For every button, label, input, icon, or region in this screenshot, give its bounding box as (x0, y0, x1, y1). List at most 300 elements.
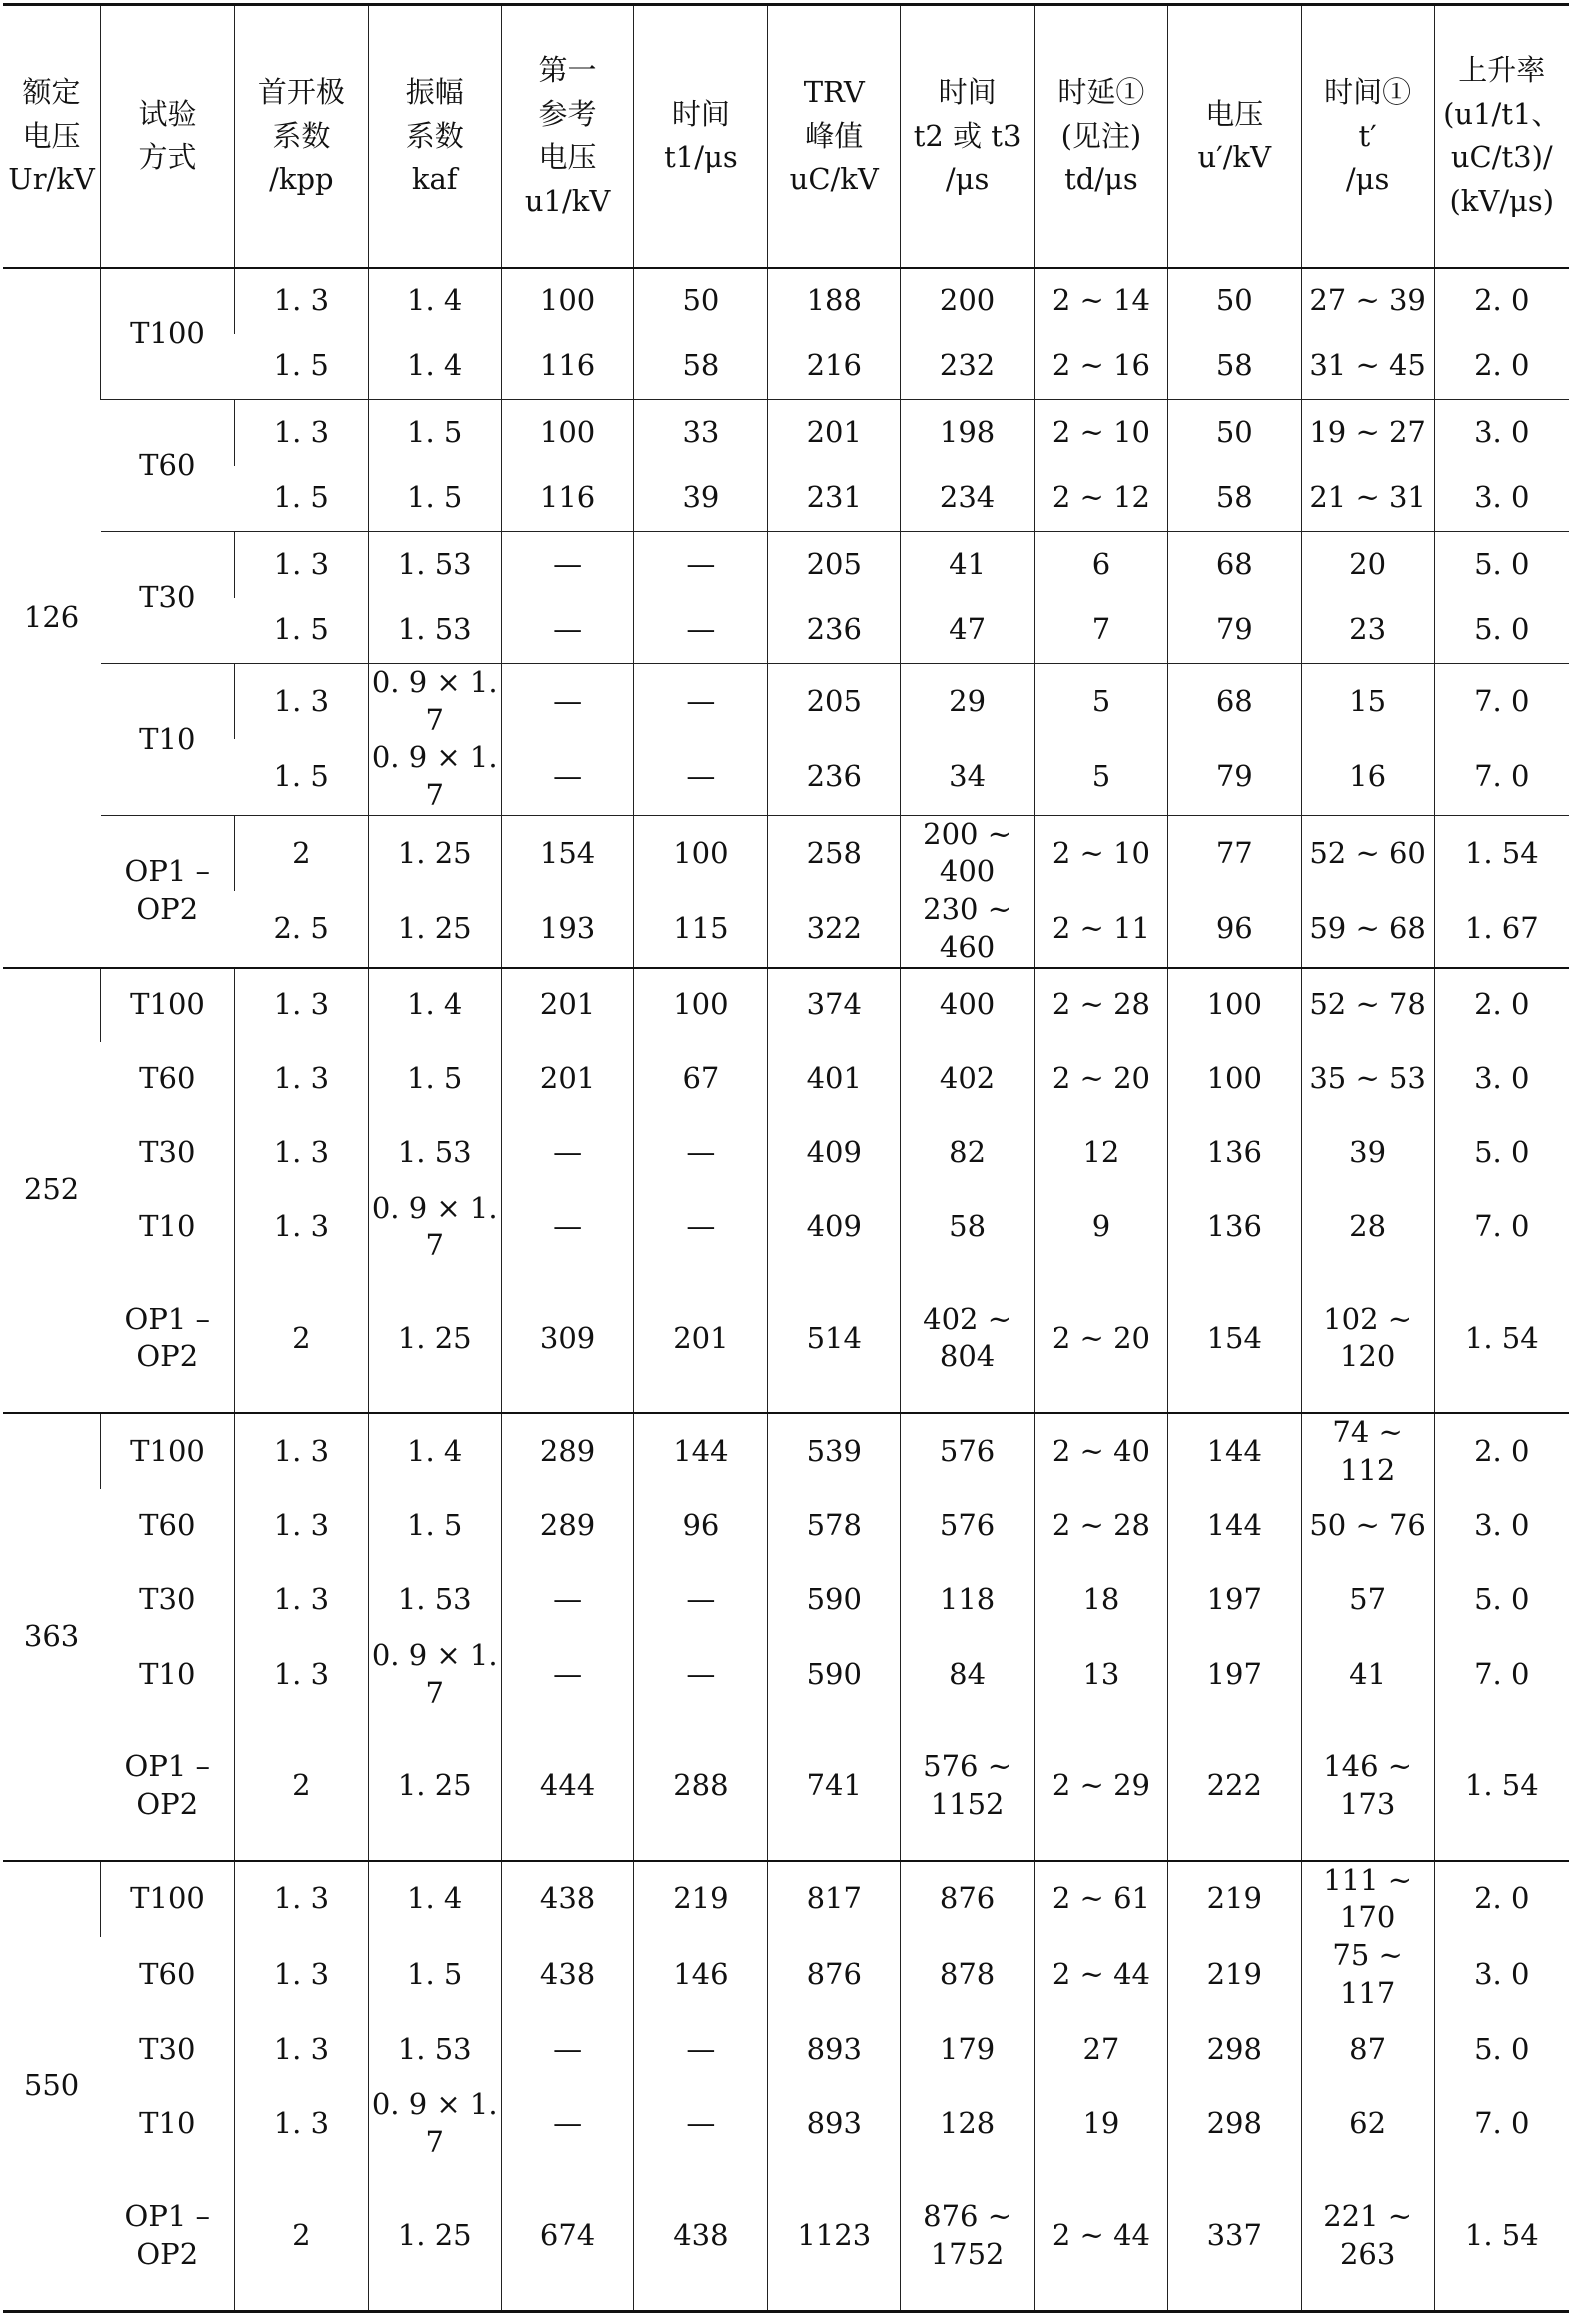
trv-peak-cell: 893 (768, 2012, 901, 2086)
first-reference-voltage-cell: 116 (501, 334, 634, 400)
voltage-u-prime-cell: 197 (1167, 1637, 1301, 1712)
voltage-u-prime-cell: 298 (1167, 2086, 1301, 2161)
amplitude-factor-cell: 1. 5 (368, 466, 501, 532)
time-t2-t3-cell: 232 (901, 334, 1035, 400)
table-row (3, 664, 1569, 740)
trv-peak-cell: 741 (768, 1713, 901, 1861)
first-reference-voltage-cell: 100 (501, 268, 634, 334)
test-mode-cell: T10 (101, 664, 235, 816)
time-t-prime-cell: 57 (1301, 1563, 1434, 1637)
time-t1-cell: 100 (634, 968, 768, 1042)
voltage-u-prime-cell: 219 (1167, 1937, 1301, 2012)
time-delay-cell: 2 ~ 11 (1035, 891, 1168, 967)
amplitude-factor-cell: 0. 9 × 1. 7 (368, 664, 501, 740)
time-t1-cell: 219 (634, 1861, 768, 1937)
rate-of-rise-cell: 3. 0 (1434, 466, 1569, 532)
rate-of-rise-cell: 2. 0 (1434, 1861, 1569, 1937)
voltage-u-prime-cell: 79 (1167, 598, 1301, 664)
amplitude-factor-cell: 1. 4 (368, 968, 501, 1042)
header-time-t-prime: 时间① t′ /μs (1301, 5, 1434, 268)
table-row (3, 400, 1569, 466)
time-delay-cell: 2 ~ 16 (1035, 334, 1168, 400)
header-time-t1: 时间 t1/μs (634, 5, 768, 268)
time-t1-cell: — (634, 532, 768, 598)
trv-peak-cell: 258 (768, 815, 901, 891)
table-row (3, 1042, 1569, 1116)
rated-voltage-cell: 363 (3, 1413, 101, 1861)
rate-of-rise-cell: 2. 0 (1434, 968, 1569, 1042)
first-pole-factor-cell: 1. 3 (234, 2086, 368, 2161)
first-reference-voltage-cell: — (501, 1563, 634, 1637)
first-reference-voltage-cell: — (501, 2086, 634, 2161)
voltage-u-prime-cell: 96 (1167, 891, 1301, 967)
rated-voltage-cell: 550 (3, 1861, 101, 2312)
time-t1-cell: 146 (634, 1937, 768, 2012)
time-t1-cell: — (634, 1563, 768, 1637)
time-t-prime-cell: 221 ~ 263 (1301, 2162, 1434, 2312)
first-pole-factor-cell: 1. 5 (234, 598, 368, 664)
table-row (3, 1637, 1569, 1712)
voltage-u-prime-cell: 298 (1167, 2012, 1301, 2086)
first-pole-factor-cell: 1. 3 (234, 1042, 368, 1116)
amplitude-factor-cell: 1. 53 (368, 598, 501, 664)
time-t2-t3-cell: 400 (901, 968, 1035, 1042)
time-t-prime-cell: 27 ~ 39 (1301, 268, 1434, 334)
trv-peak-cell: 188 (768, 268, 901, 334)
amplitude-factor-cell: 1. 5 (368, 1042, 501, 1116)
trv-peak-cell: 236 (768, 739, 901, 815)
trv-peak-cell: 590 (768, 1563, 901, 1637)
amplitude-factor-cell: 1. 25 (368, 1265, 501, 1413)
test-mode-cell: T60 (139, 1060, 196, 1095)
test-mode-cell: T10 (139, 2106, 196, 2141)
trv-peak-cell: 401 (768, 1042, 901, 1116)
table-row (3, 466, 1569, 532)
table-row (3, 2086, 1569, 2161)
first-reference-voltage-cell: 289 (501, 1489, 634, 1563)
time-t-prime-cell: 15 (1301, 664, 1434, 740)
test-mode-cell: T100 (101, 1413, 235, 1489)
voltage-u-prime-cell: 68 (1167, 532, 1301, 598)
first-pole-factor-cell: 1. 5 (234, 334, 368, 400)
time-t-prime-cell: 52 ~ 60 (1301, 815, 1434, 891)
rate-of-rise-cell: 2. 0 (1434, 268, 1569, 334)
voltage-u-prime-cell: 219 (1167, 1861, 1301, 1937)
test-mode-cell: T100 (101, 968, 235, 1042)
rate-of-rise-cell: 5. 0 (1434, 1116, 1569, 1190)
time-t2-t3-cell: 402 (901, 1042, 1035, 1116)
time-delay-cell: 5 (1035, 739, 1168, 815)
time-delay-cell: 2 ~ 20 (1035, 1265, 1168, 1413)
table-row (3, 739, 1569, 815)
header-amplitude-factor: 振幅 系数 kaf (368, 5, 501, 268)
time-t2-t3-cell: 200 (901, 268, 1035, 334)
time-t1-cell: 438 (634, 2162, 768, 2312)
amplitude-factor-cell: 1. 25 (368, 891, 501, 967)
voltage-u-prime-cell: 79 (1167, 739, 1301, 815)
time-t2-t3-cell: 878 (901, 1937, 1035, 2012)
rate-of-rise-cell: 3. 0 (1434, 400, 1569, 466)
time-t2-t3-cell: 230 ~ 460 (901, 891, 1035, 967)
table-row (3, 1489, 1569, 1563)
trv-peak-cell: 205 (768, 532, 901, 598)
table-row (3, 598, 1569, 664)
test-mode-cell: T30 (139, 1582, 196, 1617)
first-pole-factor-cell: 1. 3 (234, 1861, 368, 1937)
test-mode-cell: T100 (101, 1861, 235, 1937)
first-pole-factor-cell: 1. 3 (234, 1116, 368, 1190)
time-delay-cell: 5 (1035, 664, 1168, 740)
header-voltage-u-prime: 电压 u′/kV (1167, 5, 1301, 268)
header-first-reference-voltage: 第一 参考 电压 u1/kV (501, 5, 634, 268)
amplitude-factor-cell: 1. 5 (368, 1937, 501, 2012)
time-delay-cell: 19 (1035, 2086, 1168, 2161)
time-t2-t3-cell: 118 (901, 1563, 1035, 1637)
trv-peak-cell: 216 (768, 334, 901, 400)
first-reference-voltage-cell: — (501, 532, 634, 598)
trv-peak-cell: 539 (768, 1413, 901, 1489)
first-reference-voltage-cell: — (501, 1637, 634, 1712)
first-reference-voltage-cell: 444 (501, 1713, 634, 1861)
time-delay-cell: 12 (1035, 1116, 1168, 1190)
rate-of-rise-cell: 3. 0 (1434, 1489, 1569, 1563)
first-pole-factor-cell: 1. 3 (234, 400, 368, 466)
test-mode-cell: T60 (139, 1956, 196, 1991)
amplitude-factor-cell: 0. 9 × 1. 7 (368, 2086, 501, 2161)
time-t-prime-cell: 87 (1301, 2012, 1434, 2086)
rate-of-rise-cell: 3. 0 (1434, 1042, 1569, 1116)
rate-of-rise-cell: 7. 0 (1434, 739, 1569, 815)
rate-of-rise-cell: 5. 0 (1434, 1563, 1569, 1637)
test-mode-cell: OP1 – OP2 (101, 2162, 235, 2312)
amplitude-factor-cell: 1. 5 (368, 400, 501, 466)
time-t-prime-cell: 74 ~ 112 (1301, 1413, 1434, 1489)
voltage-u-prime-cell: 337 (1167, 2162, 1301, 2312)
table-row (3, 815, 1569, 891)
first-pole-factor-cell: 1. 5 (234, 739, 368, 815)
table-row (3, 891, 1569, 967)
time-t-prime-cell: 111 ~ 170 (1301, 1861, 1434, 1937)
amplitude-factor-cell: 1. 4 (368, 1413, 501, 1489)
time-t1-cell: — (634, 1637, 768, 1712)
time-t1-cell: 96 (634, 1489, 768, 1563)
table-row (3, 268, 1569, 334)
time-delay-cell: 6 (1035, 532, 1168, 598)
test-mode-cell: T30 (139, 1134, 196, 1169)
voltage-u-prime-cell: 50 (1167, 268, 1301, 334)
first-reference-voltage-cell: 193 (501, 891, 634, 967)
rate-of-rise-cell: 7. 0 (1434, 1190, 1569, 1265)
time-t1-cell: 50 (634, 268, 768, 334)
header-row (3, 5, 1569, 268)
voltage-u-prime-cell: 197 (1167, 1563, 1301, 1637)
time-t-prime-cell: 19 ~ 27 (1301, 400, 1434, 466)
first-pole-factor-cell: 1. 3 (234, 1413, 368, 1489)
first-pole-factor-cell: 1. 3 (234, 1937, 368, 2012)
time-delay-cell: 7 (1035, 598, 1168, 664)
time-delay-cell: 2 ~ 28 (1035, 1489, 1168, 1563)
table-row (3, 1861, 1569, 1937)
first-reference-voltage-cell: 154 (501, 815, 634, 891)
amplitude-factor-cell: 1. 25 (368, 1713, 501, 1861)
voltage-u-prime-cell: 144 (1167, 1413, 1301, 1489)
first-reference-voltage-cell: 201 (501, 968, 634, 1042)
trv-peak-cell: 893 (768, 2086, 901, 2161)
table-row (3, 1713, 1569, 1861)
time-t2-t3-cell: 84 (901, 1637, 1035, 1712)
test-mode-cell: OP1 – OP2 (101, 815, 235, 967)
amplitude-factor-cell: 1. 53 (368, 2012, 501, 2086)
test-mode-cell: T100 (101, 268, 235, 400)
voltage-u-prime-cell: 68 (1167, 664, 1301, 740)
time-delay-cell: 2 ~ 20 (1035, 1042, 1168, 1116)
rate-of-rise-cell: 1. 54 (1434, 1265, 1569, 1413)
first-pole-factor-cell: 1. 3 (234, 1190, 368, 1265)
time-t2-t3-cell: 41 (901, 532, 1035, 598)
time-t1-cell: 33 (634, 400, 768, 466)
amplitude-factor-cell: 0. 9 × 1. 7 (368, 1637, 501, 1712)
time-t-prime-cell: 59 ~ 68 (1301, 891, 1434, 967)
test-mode-cell: T10 (139, 1657, 196, 1692)
time-t1-cell: 201 (634, 1265, 768, 1413)
trv-peak-cell: 236 (768, 598, 901, 664)
time-t-prime-cell: 21 ~ 31 (1301, 466, 1434, 532)
rate-of-rise-cell: 5. 0 (1434, 2012, 1569, 2086)
time-t2-t3-cell: 198 (901, 400, 1035, 466)
test-mode-cell: T60 (101, 400, 235, 532)
first-pole-factor-cell: 1. 3 (234, 664, 368, 740)
first-pole-factor-cell: 2 (234, 1265, 368, 1413)
first-reference-voltage-cell: — (501, 598, 634, 664)
amplitude-factor-cell: 1. 53 (368, 1116, 501, 1190)
time-delay-cell: 2 ~ 28 (1035, 968, 1168, 1042)
time-t-prime-cell: 146 ~ 173 (1301, 1713, 1434, 1861)
time-t2-t3-cell: 82 (901, 1116, 1035, 1190)
trv-peak-cell: 322 (768, 891, 901, 967)
time-delay-cell: 18 (1035, 1563, 1168, 1637)
time-delay-cell: 13 (1035, 1637, 1168, 1712)
header-trv-peak: TRV 峰值 uC/kV (768, 5, 901, 268)
rate-of-rise-cell: 7. 0 (1434, 1637, 1569, 1712)
table-row (3, 1265, 1569, 1413)
test-mode-cell: T60 (139, 1508, 196, 1543)
time-t-prime-cell: 16 (1301, 739, 1434, 815)
trv-peak-cell: 1123 (768, 2162, 901, 2312)
amplitude-factor-cell: 0. 9 × 1. 7 (368, 739, 501, 815)
voltage-u-prime-cell: 58 (1167, 334, 1301, 400)
time-t2-t3-cell: 200 ~ 400 (901, 815, 1035, 891)
trv-peak-cell: 578 (768, 1489, 901, 1563)
amplitude-factor-cell: 1. 25 (368, 2162, 501, 2312)
time-t1-cell: — (634, 664, 768, 740)
test-mode-cell: T30 (139, 2031, 196, 2066)
first-reference-voltage-cell: — (501, 1116, 634, 1190)
time-t1-cell: — (634, 2012, 768, 2086)
voltage-u-prime-cell: 136 (1167, 1190, 1301, 1265)
time-t1-cell: 58 (634, 334, 768, 400)
header-time-delay: 时延① (见注) td/μs (1035, 5, 1168, 268)
first-reference-voltage-cell: 100 (501, 400, 634, 466)
time-t2-t3-cell: 29 (901, 664, 1035, 740)
first-pole-factor-cell: 1. 3 (234, 2012, 368, 2086)
voltage-u-prime-cell: 136 (1167, 1116, 1301, 1190)
test-mode-cell: T10 (139, 1209, 196, 1244)
time-t-prime-cell: 39 (1301, 1116, 1434, 1190)
voltage-u-prime-cell: 77 (1167, 815, 1301, 891)
header-rate-of-rise: 上升率 (u1/t1、 uC/t3)/ (kV/μs) (1434, 5, 1569, 268)
voltage-u-prime-cell: 100 (1167, 968, 1301, 1042)
time-delay-cell: 2 ~ 29 (1035, 1713, 1168, 1861)
time-t2-t3-cell: 47 (901, 598, 1035, 664)
first-reference-voltage-cell: 289 (501, 1413, 634, 1489)
table-row (3, 1116, 1569, 1190)
time-t-prime-cell: 41 (1301, 1637, 1434, 1712)
trv-peak-cell: 817 (768, 1861, 901, 1937)
time-t-prime-cell: 35 ~ 53 (1301, 1042, 1434, 1116)
first-reference-voltage-cell: 201 (501, 1042, 634, 1116)
trv-peak-cell: 205 (768, 664, 901, 740)
first-reference-voltage-cell: — (501, 664, 634, 740)
table-row (3, 532, 1569, 598)
first-pole-factor-cell: 2. 5 (234, 891, 368, 967)
time-t-prime-cell: 102 ~ 120 (1301, 1265, 1434, 1413)
table-body (3, 268, 1569, 2312)
trv-peak-cell: 201 (768, 400, 901, 466)
time-t1-cell: — (634, 1116, 768, 1190)
time-delay-cell: 2 ~ 61 (1035, 1861, 1168, 1937)
trv-peak-cell: 231 (768, 466, 901, 532)
trv-peak-cell: 409 (768, 1116, 901, 1190)
time-t2-t3-cell: 128 (901, 2086, 1035, 2161)
time-t1-cell: — (634, 598, 768, 664)
time-t2-t3-cell: 234 (901, 466, 1035, 532)
first-reference-voltage-cell: 438 (501, 1861, 634, 1937)
rate-of-rise-cell: 5. 0 (1434, 598, 1569, 664)
trv-peak-cell: 590 (768, 1637, 901, 1712)
rate-of-rise-cell: 3. 0 (1434, 1937, 1569, 2012)
first-pole-factor-cell: 1. 3 (234, 268, 368, 334)
amplitude-factor-cell: 1. 4 (368, 1861, 501, 1937)
first-reference-voltage-cell: 116 (501, 466, 634, 532)
first-pole-factor-cell: 1. 5 (234, 466, 368, 532)
table-row (3, 1563, 1569, 1637)
rate-of-rise-cell: 1. 67 (1434, 891, 1569, 967)
amplitude-factor-cell: 1. 5 (368, 1489, 501, 1563)
table-row (3, 2162, 1569, 2312)
voltage-u-prime-cell: 144 (1167, 1489, 1301, 1563)
voltage-u-prime-cell: 154 (1167, 1265, 1301, 1413)
first-reference-voltage-cell: — (501, 2012, 634, 2086)
time-delay-cell: 2 ~ 44 (1035, 2162, 1168, 2312)
first-pole-factor-cell: 1. 3 (234, 1637, 368, 1712)
time-t-prime-cell: 75 ~ 117 (1301, 1937, 1434, 2012)
first-reference-voltage-cell: — (501, 739, 634, 815)
table-row (3, 2012, 1569, 2086)
time-t-prime-cell: 28 (1301, 1190, 1434, 1265)
first-reference-voltage-cell: 309 (501, 1265, 634, 1413)
header-first-pole-factor: 首开极 系数 /kpp (234, 5, 368, 268)
time-delay-cell: 2 ~ 10 (1035, 400, 1168, 466)
time-t2-t3-cell: 576 (901, 1489, 1035, 1563)
rate-of-rise-cell: 1. 54 (1434, 815, 1569, 891)
first-pole-factor-cell: 1. 3 (234, 532, 368, 598)
trv-peak-cell: 514 (768, 1265, 901, 1413)
time-delay-cell: 2 ~ 12 (1035, 466, 1168, 532)
first-pole-factor-cell: 1. 3 (234, 1489, 368, 1563)
amplitude-factor-cell: 1. 25 (368, 815, 501, 891)
time-t-prime-cell: 31 ~ 45 (1301, 334, 1434, 400)
first-pole-factor-cell: 2 (234, 2162, 368, 2312)
first-pole-factor-cell: 2 (234, 1713, 368, 1861)
time-t1-cell: 39 (634, 466, 768, 532)
time-delay-cell: 27 (1035, 2012, 1168, 2086)
time-t2-t3-cell: 179 (901, 2012, 1035, 2086)
time-t2-t3-cell: 576 ~ 1152 (901, 1713, 1035, 1861)
rate-of-rise-cell: 1. 54 (1434, 1713, 1569, 1861)
voltage-u-prime-cell: 50 (1167, 400, 1301, 466)
table-row (3, 1937, 1569, 2012)
time-t-prime-cell: 20 (1301, 532, 1434, 598)
time-delay-cell: 2 ~ 44 (1035, 1937, 1168, 2012)
first-reference-voltage-cell: — (501, 1190, 634, 1265)
time-t2-t3-cell: 58 (901, 1190, 1035, 1265)
time-t1-cell: 288 (634, 1713, 768, 1861)
first-reference-voltage-cell: 674 (501, 2162, 634, 2312)
time-t2-t3-cell: 876 ~ 1752 (901, 2162, 1035, 2312)
table-row (3, 968, 1569, 1042)
amplitude-factor-cell: 1. 53 (368, 532, 501, 598)
time-t1-cell: — (634, 2086, 768, 2161)
time-delay-cell: 9 (1035, 1190, 1168, 1265)
time-t-prime-cell: 62 (1301, 2086, 1434, 2161)
rate-of-rise-cell: 7. 0 (1434, 2086, 1569, 2161)
time-t1-cell: 115 (634, 891, 768, 967)
header-test-mode: 试验 方式 (101, 5, 235, 268)
trv-peak-cell: 876 (768, 1937, 901, 2012)
time-t-prime-cell: 52 ~ 78 (1301, 968, 1434, 1042)
rate-of-rise-cell: 2. 0 (1434, 1413, 1569, 1489)
rate-of-rise-cell: 5. 0 (1434, 532, 1569, 598)
voltage-u-prime-cell: 222 (1167, 1713, 1301, 1861)
amplitude-factor-cell: 0. 9 × 1. 7 (368, 1190, 501, 1265)
header-rated-voltage: 额定 电压 Ur/kV (3, 5, 101, 268)
test-mode-cell: OP1 – OP2 (101, 1713, 235, 1861)
time-t2-t3-cell: 34 (901, 739, 1035, 815)
time-t1-cell: — (634, 1190, 768, 1265)
time-t2-t3-cell: 576 (901, 1413, 1035, 1489)
header-time-t2-t3: 时间 t2 或 t3 /μs (901, 5, 1035, 268)
test-mode-cell: OP1 – OP2 (101, 1265, 235, 1413)
test-mode-cell: T30 (101, 532, 235, 664)
first-pole-factor-cell: 1. 3 (234, 1563, 368, 1637)
table-row (3, 334, 1569, 400)
time-delay-cell: 2 ~ 40 (1035, 1413, 1168, 1489)
table-row (3, 1413, 1569, 1489)
first-pole-factor-cell: 2 (234, 815, 368, 891)
voltage-u-prime-cell: 100 (1167, 1042, 1301, 1116)
time-t-prime-cell: 50 ~ 76 (1301, 1489, 1434, 1563)
time-t1-cell: 67 (634, 1042, 768, 1116)
time-delay-cell: 2 ~ 10 (1035, 815, 1168, 891)
time-t-prime-cell: 23 (1301, 598, 1434, 664)
first-reference-voltage-cell: 438 (501, 1937, 634, 2012)
time-t2-t3-cell: 876 (901, 1861, 1035, 1937)
trv-peak-cell: 409 (768, 1190, 901, 1265)
first-pole-factor-cell: 1. 3 (234, 968, 368, 1042)
voltage-u-prime-cell: 58 (1167, 466, 1301, 532)
rate-of-rise-cell: 7. 0 (1434, 664, 1569, 740)
time-t1-cell: 100 (634, 815, 768, 891)
